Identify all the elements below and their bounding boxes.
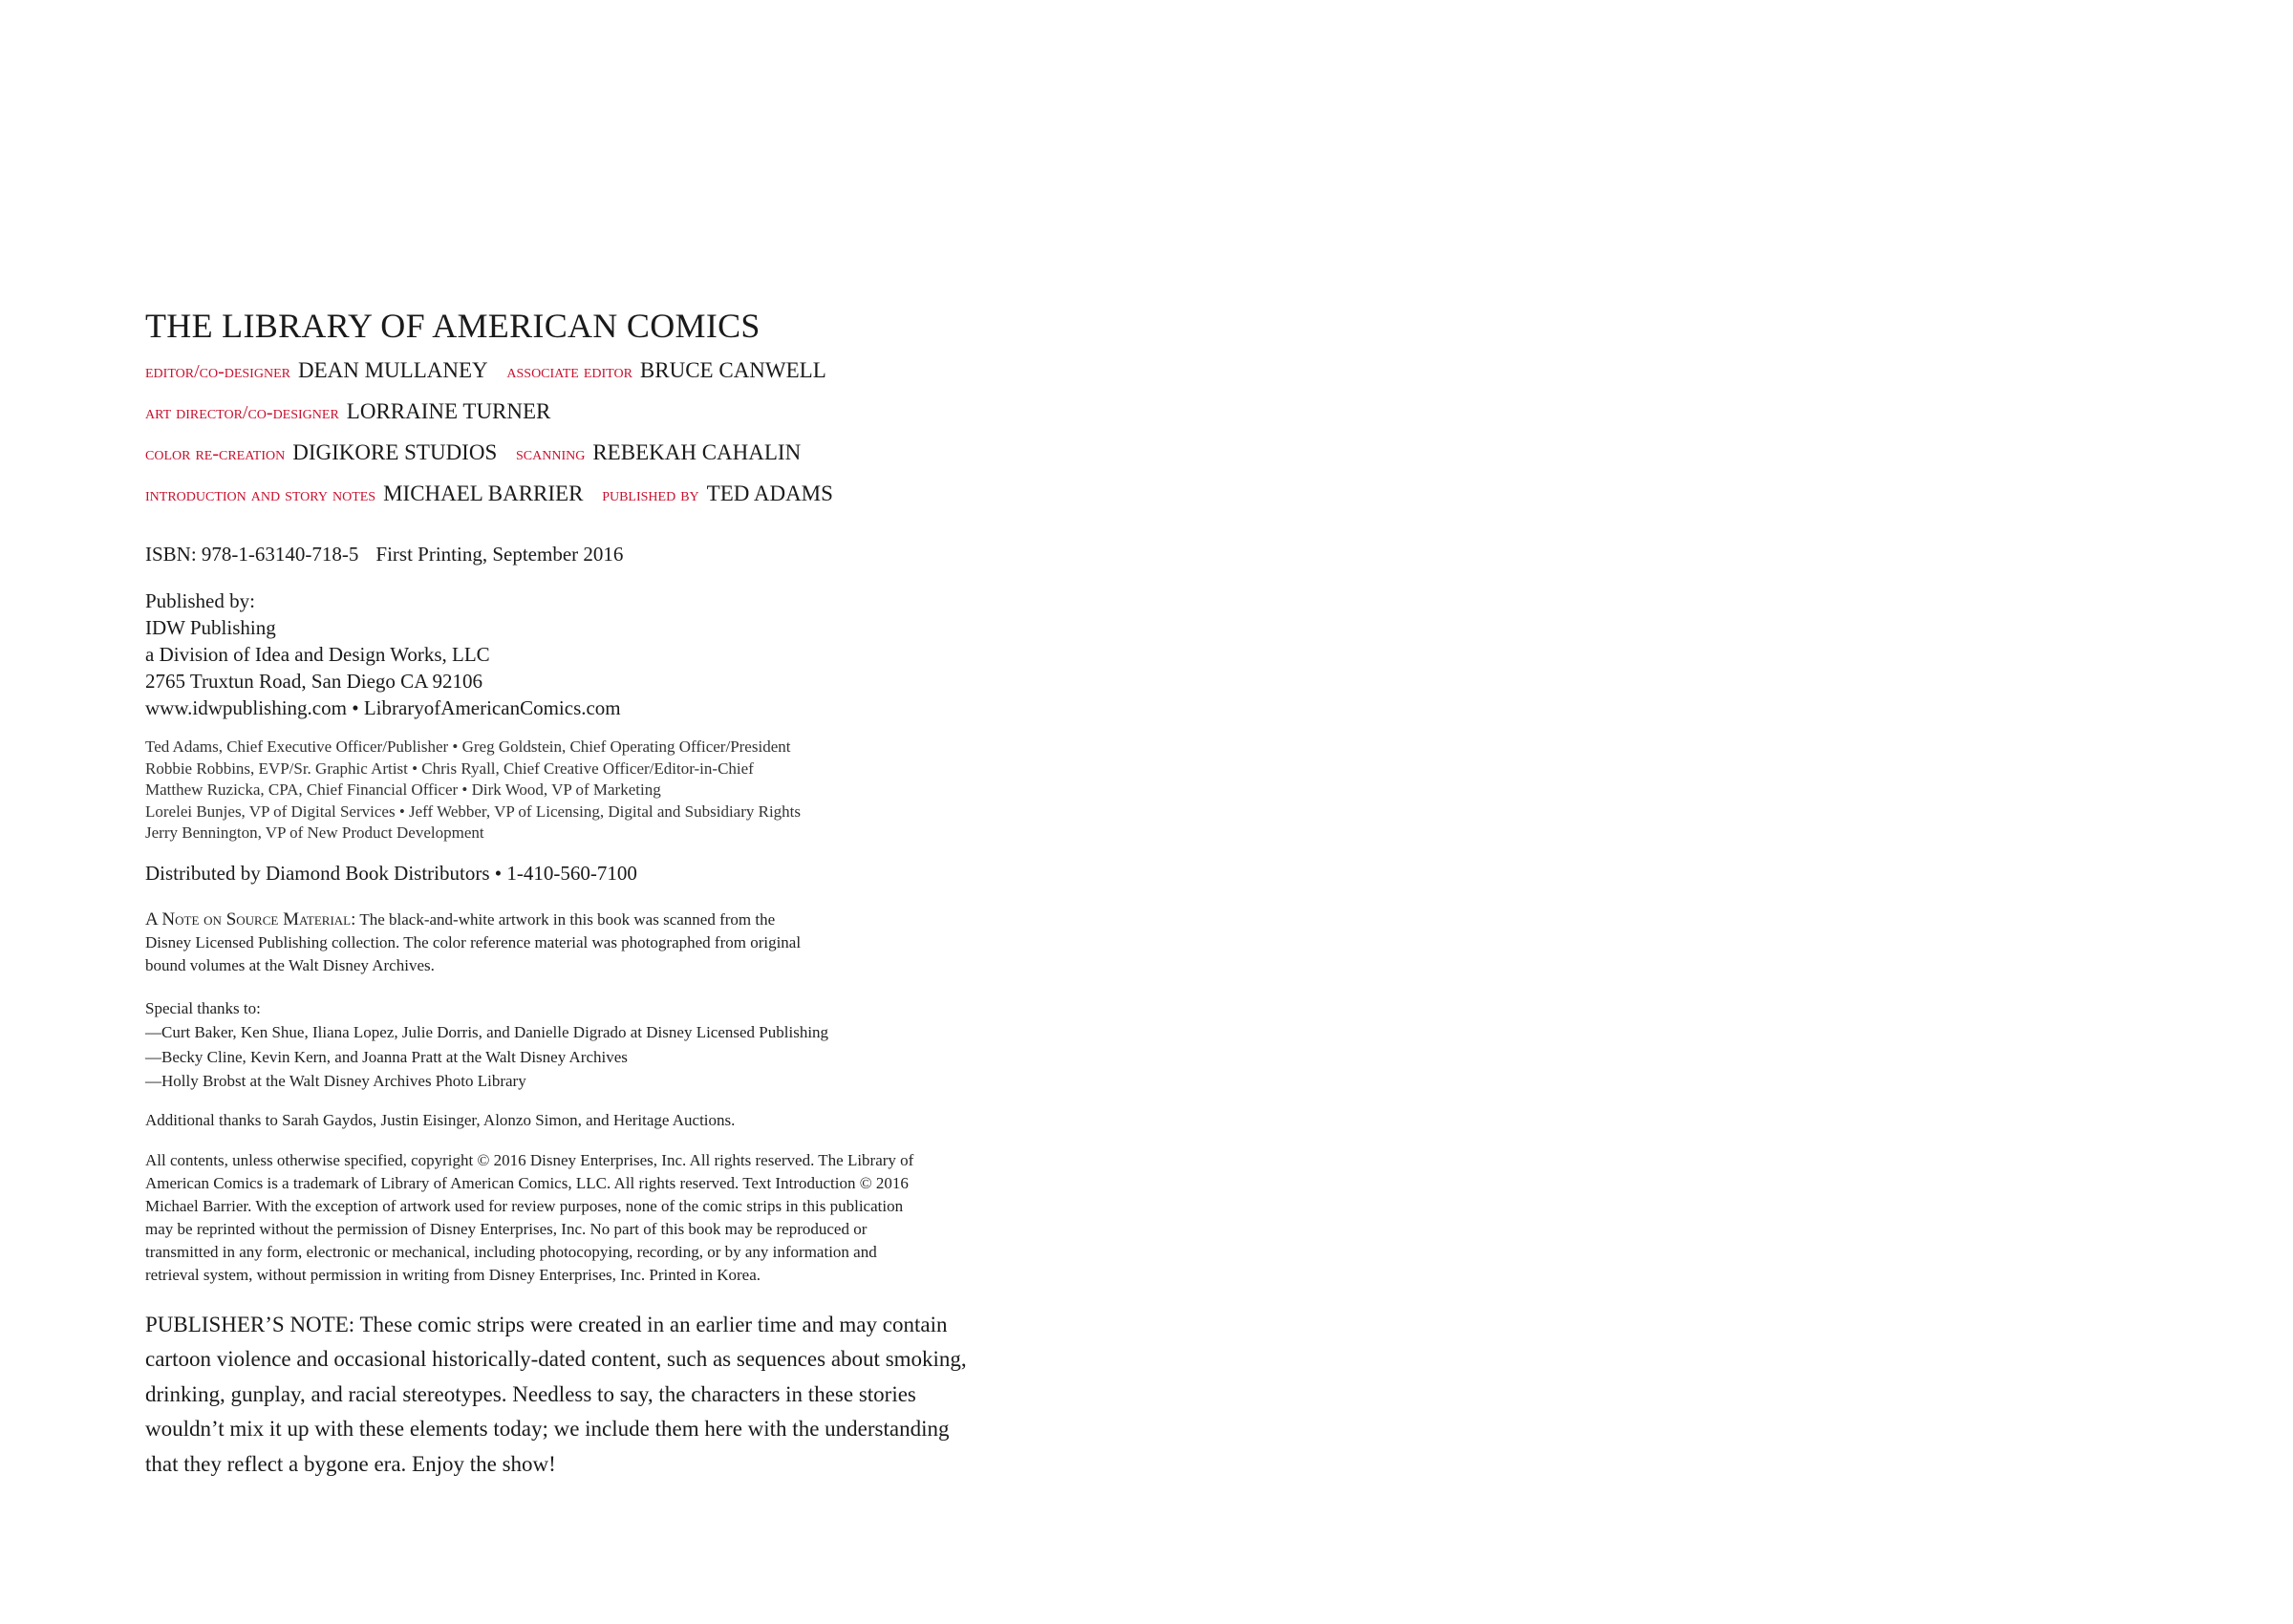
thanks-line: —Becky Cline, Kevin Kern, and Joanna Pratt at the Walt Disney Archives	[145, 1047, 628, 1066]
officer-line: Matthew Ruzicka, CPA, Chief Financial Officer • Dirk Wood, VP of Marketing	[145, 780, 661, 799]
printing-info: First Printing, September 2016	[375, 543, 624, 566]
source-note-line: Disney Licensed Publishing collection. The color reference material was photographed from original	[145, 932, 802, 951]
distributor-line: Distributed by Diamond Book Distributors • 1-410-560-7100	[145, 861, 637, 885]
publisher-block	[145, 588, 1024, 721]
copyright-line: retrieval system, without permission in writing from Disney Enterprises, Inc. Printed in Korea.	[145, 1265, 761, 1284]
officer-line: Ted Adams, Chief Executive Officer/Publisher • Greg Goldstein, Chief Operating Officer/President	[145, 737, 791, 756]
publisher-note-line: drinking, gunplay, and racial stereotypes. Needless to say, the characters in these stories	[145, 1381, 916, 1406]
credit-role: published by	[602, 484, 699, 505]
credit-role: editor/co-designer	[145, 361, 290, 382]
copyright-line: American Comics is a trademark of Library of American Comics, LLC. All rights reserved. Text Introduction © 2016	[145, 1173, 909, 1192]
credits-block	[145, 357, 1024, 508]
source-note	[145, 908, 1024, 977]
credit-role: introduction and story notes	[145, 484, 376, 505]
copyright-line: Michael Barrier. With the exception of artwork used for review purposes, none of the comic strips in this publication	[145, 1196, 904, 1215]
isbn-number: ISBN: 978-1-63140-718-5	[145, 543, 359, 566]
credit-line-2	[145, 398, 1024, 426]
credit-name: DIGIKORE STUDIOS	[292, 440, 498, 464]
thanks-line: —Curt Baker, Ken Shue, Iliana Lopez, Julie Dorris, and Danielle Digrado at Disney Licensed Publishing	[145, 1023, 829, 1041]
copyright-line: may be reprinted without the permission of Disney Enterprises, Inc. No part of this book may be reproduced or	[145, 1219, 868, 1238]
page-title: THE LIBRARY OF AMERICAN COMICS	[145, 307, 761, 345]
officer-line: Lorelei Bunjes, VP of Digital Services • Jeff Webber, VP of Licensing, Digital and Subsidiary Rights	[145, 801, 802, 821]
publisher-line: Published by:	[145, 589, 255, 612]
copyright-page	[145, 304, 1024, 1482]
publisher-note	[145, 1308, 1024, 1483]
source-note-heading: A Note on Source Material:	[145, 908, 356, 930]
credit-role: color re-creation	[145, 443, 286, 464]
credit-name: DEAN MULLANEY	[297, 358, 488, 382]
publisher-line: IDW Publishing	[145, 616, 276, 639]
publisher-line: www.idwpublishing.com • LibraryofAmericanComics.com	[145, 696, 621, 719]
isbn-line	[145, 543, 1024, 566]
credit-name: BRUCE CANWELL	[639, 358, 826, 382]
special-thanks	[145, 996, 1024, 1094]
credit-name: MICHAEL BARRIER	[383, 481, 584, 505]
credit-line-3	[145, 439, 1024, 467]
credit-name: REBEKAH CAHALIN	[592, 440, 802, 464]
credit-line-4	[145, 481, 1024, 508]
credit-name: TED ADAMS	[706, 481, 833, 505]
source-note-line: bound volumes at the Walt Disney Archives.	[145, 955, 435, 974]
publisher-note-line: PUBLISHER’S NOTE: These comic strips were created in an earlier time and may contain	[145, 1312, 948, 1336]
credit-role: art director/co-designer	[145, 402, 339, 423]
credit-line-1	[145, 357, 1024, 385]
publisher-note-line: that they reflect a bygone era. Enjoy the show!	[145, 1451, 556, 1476]
source-note-line: The black-and-white artwork in this book was scanned from the	[359, 909, 776, 929]
credit-role: associate editor	[506, 361, 632, 382]
thanks-line: —Holly Brobst at the Walt Disney Archives Photo Library	[145, 1072, 526, 1090]
publisher-note-line: wouldn’t mix it up with these elements today; we include them here with the understanding	[145, 1417, 950, 1441]
publisher-line: 2765 Truxtun Road, San Diego CA 92106	[145, 670, 482, 693]
officers-list	[145, 737, 1024, 844]
credit-name: LORRAINE TURNER	[346, 399, 551, 423]
officer-line: Jerry Bennington, VP of New Product Development	[145, 823, 484, 842]
copyright-line: All contents, unless otherwise specified, copyright © 2016 Disney Enterprises, Inc. All rights reserved. The Library of	[145, 1150, 914, 1169]
copyright-line: transmitted in any form, electronic or mechanical, including photocopying, recording, or by any information and	[145, 1242, 877, 1261]
additional-thanks: Additional thanks to Sarah Gaydos, Justin Eisinger, Alonzo Simon, and Heritage Auctions.	[145, 1110, 736, 1129]
publisher-line: a Division of Idea and Design Works, LLC	[145, 643, 490, 666]
copyright-notice	[145, 1149, 1024, 1287]
credit-role: scanning	[516, 443, 586, 464]
publisher-note-line: cartoon violence and occasional historically-dated content, such as sequences about smoking,	[145, 1347, 967, 1371]
thanks-line: Special thanks to:	[145, 998, 261, 1017]
officer-line: Robbie Robbins, EVP/Sr. Graphic Artist • Chris Ryall, Chief Creative Officer/Editor-in-Chief	[145, 759, 754, 778]
